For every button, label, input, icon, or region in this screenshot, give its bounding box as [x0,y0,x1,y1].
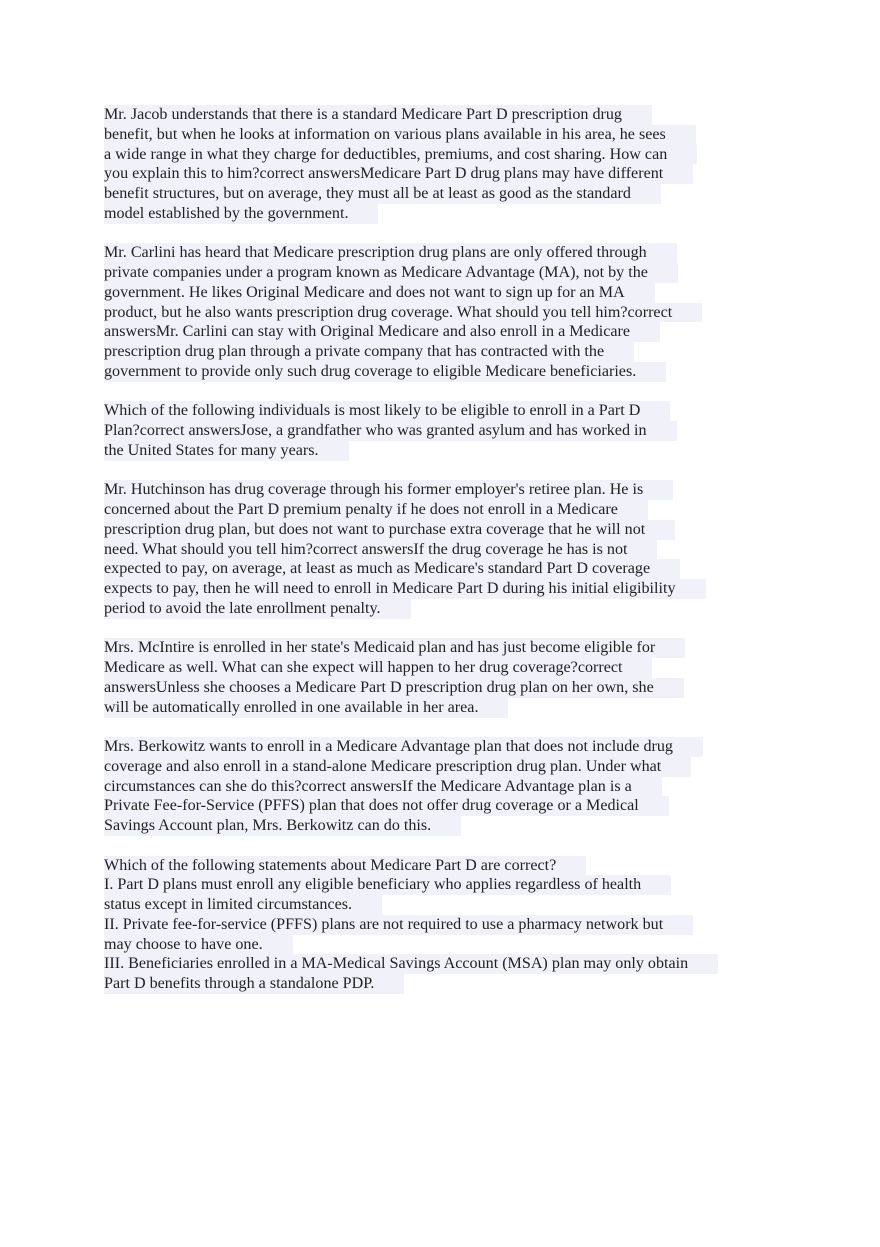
text-line: III. Beneficiaries enrolled in a MA-Medical Savings Account (MSA) plan may only obtain [104,954,718,974]
paragraph-part-d-eligibility [104,401,784,460]
text-line: status except in limited circumstances. [104,895,382,915]
text-line: Mrs. Berkowitz wants to enroll in a Medicare Advantage plan that does not include drug [104,737,703,757]
text-line: period to avoid the late enrollment penalty. [104,599,411,619]
text-line: I. Part D plans must enroll any eligible beneficiary who applies regardless of health [104,875,671,895]
document-body [104,105,784,1014]
text-line: answersUnless she chooses a Medicare Part D prescription drug plan on her own, she [104,678,684,698]
text-line: prescription drug plan through a private company that has contracted with the [104,342,634,362]
paragraph-berkowitz [104,737,784,836]
text-line: Mr. Jacob understands that there is a standard Medicare Part D prescription drug [104,105,652,125]
text-line: Private Fee-for-Service (PFFS) plan that does not offer drug coverage or a Medical [104,796,669,816]
text-line: Plan?correct answersJose, a grandfather who was granted asylum and has worked in [104,421,677,441]
text-line: expected to pay, on average, at least as much as Medicare's standard Part D coverage [104,559,680,579]
paragraph-carlini [104,243,784,382]
text-line: government to provide only such drug coverage to eligible Medicare beneficiaries. [104,362,666,382]
text-line: Mr. Carlini has heard that Medicare prescription drug plans are only offered through [104,243,677,263]
text-line: Part D benefits through a standalone PDP. [104,974,404,994]
text-line: Medicare as well. What can she expect will happen to her drug coverage?correct [104,658,652,678]
text-line: coverage and also enroll in a stand-alone Medicare prescription drug plan. Under what [104,757,691,777]
paragraph-jacob [104,105,784,224]
text-line: the United States for many years. [104,441,349,461]
text-line: circumstances can she do this?correct answersIf the Medicare Advantage plan is a [104,777,662,797]
text-line: Which of the following individuals is most likely to be eligible to enroll in a Part D [104,401,670,421]
text-line: may choose to have one. [104,935,293,955]
text-line: prescription drug plan, but does not want to purchase extra coverage that he will not [104,520,675,540]
text-line: Mrs. McIntire is enrolled in her state's Medicaid plan and has just become eligible for [104,638,685,658]
text-line: you explain this to him?correct answersMedicare Part D drug plans may have different [104,164,693,184]
text-line: will be automatically enrolled in one available in her area. [104,698,508,718]
text-line: private companies under a program known as Medicare Advantage (MA), not by the [104,263,678,283]
text-line: government. He likes Original Medicare and does not want to sign up for an MA [104,283,655,303]
text-line: benefit structures, but on average, they must all be at least as good as the standard [104,184,661,204]
text-line: expects to pay, then he will need to enroll in Medicare Part D during his initial eligibility [104,579,706,599]
text-line: II. Private fee-for-service (PFFS) plans are not required to use a pharmacy network but [104,915,693,935]
text-line: product, but he also wants prescription drug coverage. What should you tell him?correct [104,303,702,323]
text-line: model established by the government. [104,204,378,224]
text-line: Which of the following statements about Medicare Part D are correct? [104,856,586,876]
paragraph-mcintire [104,638,784,717]
text-line: benefit, but when he looks at information on various plans available in his area, he sees [104,125,696,145]
paragraph-hutchinson [104,480,784,619]
text-line: a wide range in what they charge for deductibles, premiums, and cost sharing. How can [104,145,697,165]
text-line: Savings Account plan, Mrs. Berkowitz can do this. [104,816,461,836]
text-line: concerned about the Part D premium penalty if he does not enroll in a Medicare [104,500,648,520]
text-line: need. What should you tell him?correct answersIf the drug coverage he has is not [104,540,657,560]
text-line: Mr. Hutchinson has drug coverage through his former employer's retiree plan. He is [104,480,673,500]
text-line: answersMr. Carlini can stay with Original Medicare and also enroll in a Medicare [104,322,660,342]
paragraph-part-d-statements [104,856,784,995]
